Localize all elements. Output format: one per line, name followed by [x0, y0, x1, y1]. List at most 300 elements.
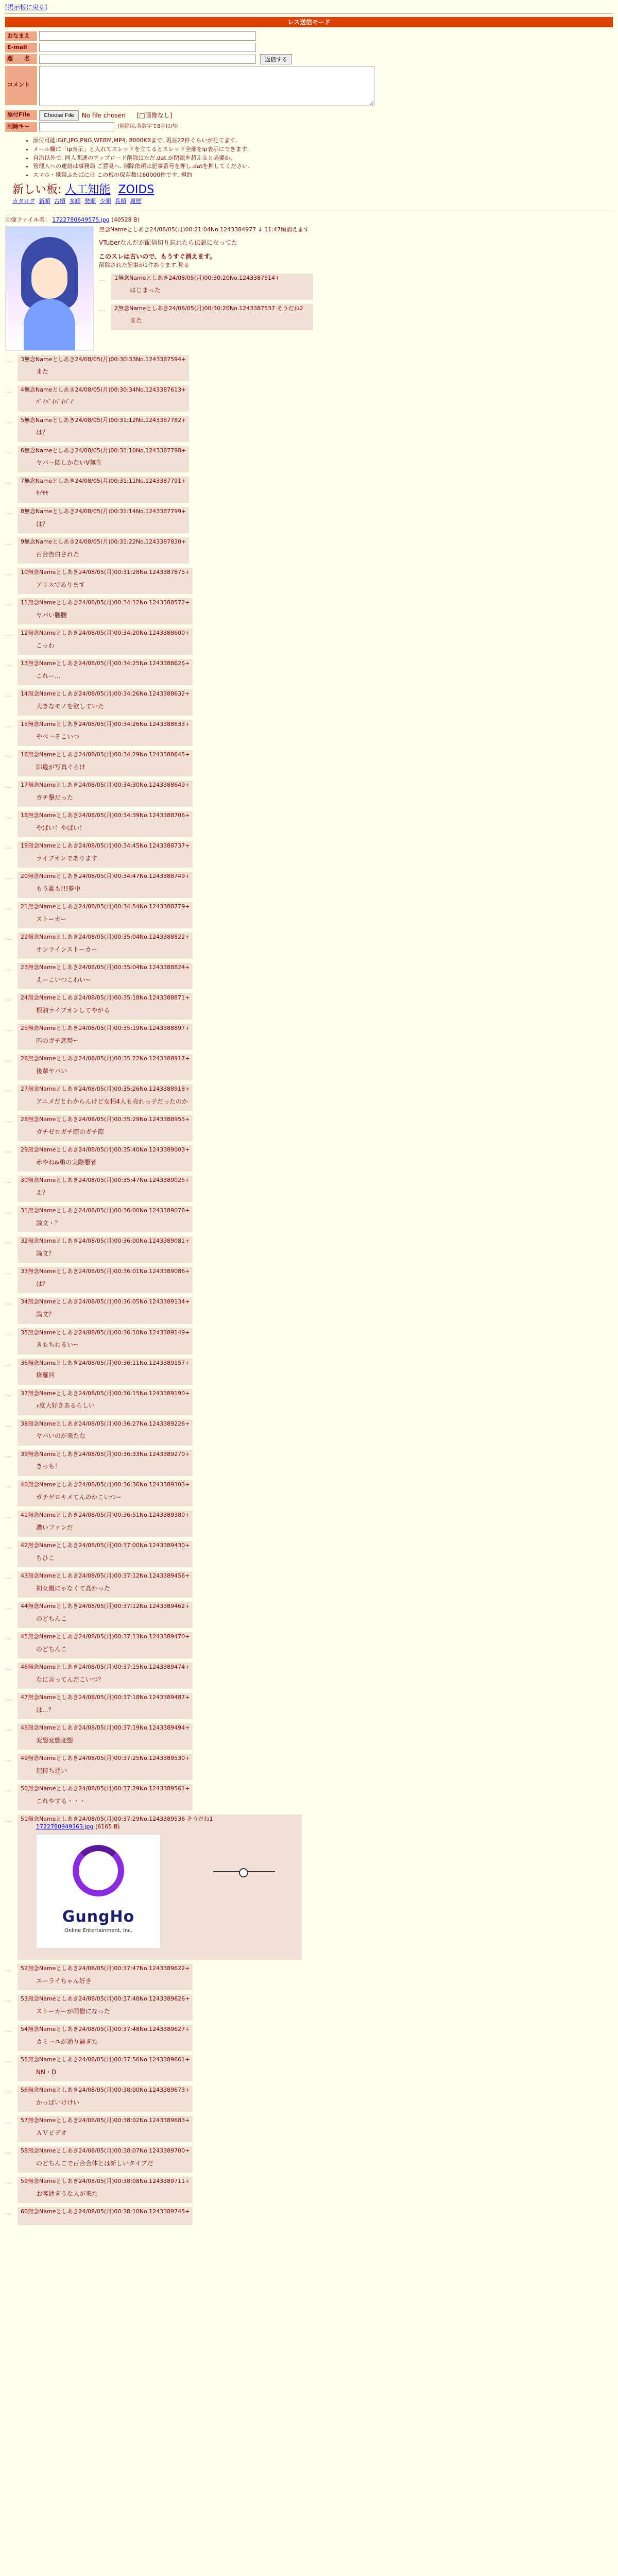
- reply-box: [18, 1419, 193, 1446]
- expire-warning-text: このスレは古いので、もうすぐ消えます。: [99, 252, 216, 260]
- reply: [5, 2086, 613, 2112]
- reply-meta: 37無念Nameとしあき24/08/05(月)00:36:15No.1243389190+: [21, 1389, 190, 1397]
- reply-text: 匹のガチ恋勢~: [36, 1037, 79, 1045]
- reply-arrow-icon: …: [5, 782, 11, 789]
- reply-box: [18, 2116, 193, 2142]
- op-image-link[interactable]: 1722780649575.jpg: [52, 216, 110, 223]
- divider: [5, 13, 613, 14]
- reply: [5, 385, 613, 412]
- op-file-line: [5, 216, 613, 224]
- reply-text: お客通ぎうな人が来た: [36, 2190, 98, 2198]
- reply-arrow-icon: …: [5, 1116, 11, 1124]
- reply-text: ガチ撃だった: [36, 793, 74, 801]
- reply: [5, 537, 613, 564]
- reply-text: きっも！: [36, 1463, 61, 1470]
- reply-text: ヤバい腰腰: [36, 611, 67, 619]
- reply-arrow-icon: …: [5, 1390, 11, 1398]
- reply-meta: 4無念Nameとしあき24/08/05(月)00:30:34No.1243387613+: [21, 386, 186, 393]
- op-thumbnail-image[interactable]: [5, 226, 94, 351]
- reply-meta: 6無念Nameとしあき24/08/05(月)00:31:10No.1243387798+: [21, 447, 186, 454]
- reply-text: ガチゼロキメてんのかこいつ~: [36, 1493, 122, 1501]
- subject-row: [5, 54, 618, 64]
- reply: [99, 304, 313, 330]
- reply: [5, 1054, 613, 1080]
- sort-link-many[interactable]: 多順: [69, 197, 81, 205]
- reply: [5, 2116, 613, 2142]
- note-item: • メール欄に「ip表示」と入れてスレッドを立てるとスレッド全部をip表示にできます.: [33, 146, 618, 154]
- reply-text: 初女親にゃなくて高かった: [36, 1584, 110, 1592]
- reply-arrow-icon: …: [5, 2087, 11, 2095]
- reply-arrow-icon: …: [5, 569, 11, 577]
- reply-box: [18, 1115, 193, 1141]
- reply-meta: 18無念Nameとしあき24/08/05(月)00:34:39No.1243388706+: [21, 811, 190, 819]
- reply-box: [18, 446, 189, 472]
- reply-meta: 33無念Nameとしあき24/08/05(月)00:36:01No.1243389086+: [21, 1268, 190, 1275]
- reply-arrow-icon: …: [5, 1147, 11, 1155]
- reply-text: こっわ: [36, 641, 55, 649]
- reply-text: また: [36, 368, 49, 376]
- reply-box: [18, 1389, 193, 1415]
- reply: [5, 446, 613, 472]
- reply: [5, 2025, 613, 2051]
- reply: [5, 355, 613, 381]
- reply: [5, 1419, 613, 1446]
- reply-box: [18, 537, 189, 564]
- reply-arrow-icon: …: [5, 1420, 11, 1428]
- reply-arrow-icon: …: [5, 630, 11, 637]
- reply-text: アリスであります: [36, 581, 85, 588]
- reply-text: のどちんこで百合合体とは新しいタイプだ: [36, 2160, 153, 2167]
- reply-arrow-icon: …: [5, 2117, 11, 2125]
- reply-meta: 8無念Nameとしあき24/08/05(月)00:31:14No.1243387799+: [21, 507, 186, 515]
- reply-text: 後輩ヤバい: [36, 1067, 67, 1075]
- reply-arrow-icon: …: [5, 1451, 11, 1459]
- reply-arrow-icon: …: [5, 660, 11, 668]
- sort-link-history[interactable]: 履歴: [130, 197, 142, 205]
- reply-meta: 54無念Nameとしあき24/08/05(月)00:37:48No.1243389627+: [21, 2026, 190, 2033]
- reply-arrow-icon: …: [5, 1268, 11, 1276]
- reply-arrow-icon: …: [5, 508, 11, 516]
- comment-textarea[interactable]: [39, 66, 374, 106]
- reply: [5, 1602, 613, 1628]
- board-link-zoids[interactable]: ZOIDS: [118, 183, 154, 197]
- reply: [5, 1964, 613, 1990]
- reply-meta: 41無念Nameとしあき24/08/05(月)00:36:51No.1243389380+: [21, 1511, 190, 1518]
- reply: [5, 781, 613, 807]
- reply: [5, 1328, 613, 1354]
- reply-meta: 57無念Nameとしあき24/08/05(月)00:38:02No.1243389683+: [21, 2117, 190, 2124]
- reply-meta: 40無念Nameとしあき24/08/05(月)00:36:36No.1243389303+: [21, 1481, 190, 1488]
- reply-arrow-icon: …: [5, 904, 11, 911]
- reply-text: のどちんこ: [36, 1645, 67, 1653]
- reply-meta: 10無念Nameとしあき24/08/05(月)00:31:28No.1243387875+: [21, 568, 190, 575]
- reply-box: [18, 477, 189, 503]
- reply-text: 犯持ち悪い: [36, 1767, 67, 1774]
- reply: [5, 1693, 613, 1719]
- reply: [5, 1632, 613, 1658]
- reply-box: [18, 659, 193, 685]
- file-row: [5, 110, 618, 121]
- reply-meta: 48無念Nameとしあき24/08/05(月)00:37:19No.1243389494+: [21, 1724, 190, 1731]
- reply-box: [18, 1236, 193, 1263]
- reply-box: [18, 1480, 193, 1506]
- reply-box: [18, 2055, 193, 2081]
- reply-arrow-icon: …: [5, 1056, 11, 1063]
- reply-meta: 23無念Nameとしあき24/08/05(月)00:35:04No.1243388824+: [21, 964, 190, 971]
- reply: [5, 598, 613, 624]
- reply-box: [18, 872, 193, 898]
- choose-file-button[interactable]: Choose File: [39, 110, 79, 121]
- delkey-note: (削除用.英数字で8字以内): [117, 124, 178, 130]
- reply-text: 論文・？: [36, 1219, 61, 1227]
- reply-meta: 59無念Nameとしあき24/08/05(月)00:38:08No.1243389711+: [21, 2178, 190, 2185]
- reply-box: [18, 2146, 193, 2173]
- reply-arrow-icon: …: [5, 2178, 11, 2186]
- expire-warning: [99, 252, 313, 269]
- reply-text: NN・D: [36, 2068, 57, 2076]
- file-status: No file chosen: [81, 111, 126, 119]
- reply-box: [18, 1450, 193, 1476]
- subject-input[interactable]: [39, 55, 256, 64]
- delkey-row: [5, 122, 618, 132]
- delete-key-input[interactable]: [39, 122, 114, 131]
- reply-text: ガチゼロガチ際のガチ際: [36, 1128, 104, 1136]
- reply-meta: 39無念Nameとしあき24/08/05(月)00:36:33No.1243389270+: [21, 1450, 190, 1458]
- image-reply-file: [36, 1823, 299, 1831]
- reply: [5, 507, 613, 533]
- reply-box: [18, 720, 193, 746]
- reply-arrow-icon: …: [5, 599, 11, 607]
- reply-box: [18, 355, 189, 381]
- reply-text: 赤やね&弟の実際悪者: [36, 1159, 97, 1166]
- reply-meta: 24無念Nameとしあき24/08/05(月)00:35:18No.1243388871+: [21, 994, 190, 1002]
- reply-text: ちひこ: [36, 1554, 55, 1562]
- reply-meta: 20無念Nameとしあき24/08/05(月)00:34:47No.1243388749+: [21, 873, 190, 880]
- reply: [5, 1450, 613, 1476]
- reply-meta: 5無念Nameとしあき24/08/05(月)00:31:12No.1243387782+: [21, 416, 186, 423]
- reply-text: 根油ライブオンしてやがる: [36, 1007, 110, 1014]
- reply-arrow-icon: …: [5, 2026, 11, 2034]
- reply: [5, 872, 613, 898]
- op-post: [5, 226, 613, 351]
- reply: [5, 1541, 613, 1567]
- reply: [5, 1359, 613, 1385]
- reply-text: ﾔｲﾔﾔ: [36, 489, 49, 497]
- reply-text: かっぱいけけい: [36, 2098, 80, 2106]
- gungho-logo-image[interactable]: [36, 1834, 161, 1948]
- reply-meta: 47無念Nameとしあき24/08/05(月)00:37:18No.1243389487+: [21, 1693, 190, 1701]
- reply-arrow-icon: …: [5, 356, 11, 364]
- name-input[interactable]: [39, 31, 256, 41]
- reply-arrow-icon: …: [5, 1542, 11, 1550]
- reply-meta: 3無念Nameとしあき24/08/05(月)00:30:33No.1243387594+: [21, 355, 186, 363]
- reply-arrow-icon: …: [5, 2057, 11, 2064]
- reply: [5, 568, 613, 594]
- reply-meta: 14無念Nameとしあき24/08/05(月)00:34:26No.1243388632+: [21, 690, 190, 697]
- note-item: • スマホ・携帯ふたばに日 この板の保存数は60000件です. 規約: [33, 172, 618, 179]
- reply-box: [111, 274, 313, 300]
- op-text: VTuberなんだが配信切り忘れたら伝説になってた: [99, 239, 238, 247]
- reply-arrow-icon: …: [5, 1572, 11, 1580]
- reply-arrow-icon: …: [5, 843, 11, 850]
- reply: [5, 1754, 613, 1780]
- reply-arrow-icon: …: [5, 538, 11, 546]
- reply-arrow-icon: …: [5, 1299, 11, 1307]
- reply-meta: 1無念Nameとしあき24/08/05(月)00:30:20No.1243387514+: [114, 274, 280, 281]
- reply-text: もう誰も!!!夢中: [36, 885, 81, 892]
- thread: [5, 216, 613, 2225]
- notes-list: [12, 137, 618, 179]
- reply-box: [18, 1784, 193, 1810]
- reply-meta: 52無念Nameとしあき24/08/05(月)00:37:47No.1243389622+: [21, 1965, 190, 1972]
- reply-arrow-icon: …: [5, 1724, 11, 1732]
- reply-arrow-icon: …: [5, 1755, 11, 1762]
- reply: [5, 933, 613, 959]
- sort-link-momentum[interactable]: 勢順: [84, 197, 96, 205]
- reply-text: カミーユが通り過ぎた: [36, 2038, 98, 2045]
- reply-box: [18, 963, 193, 989]
- email-row: [5, 43, 618, 53]
- comment-row: [5, 66, 618, 108]
- reply-box: [18, 416, 189, 442]
- new-board-label: 新しい板:: [12, 183, 62, 197]
- reply-text: はじまった: [130, 286, 161, 294]
- reply: [5, 416, 613, 442]
- reply: [5, 2207, 613, 2225]
- reply: [5, 811, 613, 837]
- reply: [5, 1784, 613, 1810]
- reply: [5, 1480, 613, 1506]
- reply-text: ストーカーが同僚になった: [36, 2007, 110, 2015]
- image-reply-size: (6165 B): [95, 1823, 120, 1830]
- reply: [5, 1663, 613, 1689]
- reply-arrow-icon: …: [5, 1208, 11, 1215]
- reply-arrow-icon: …: [99, 305, 105, 313]
- op-file-size: (40528 B): [111, 216, 140, 223]
- no-image-checkbox[interactable]: [□画像なし]: [136, 111, 173, 119]
- reply-meta: 16無念Nameとしあき24/08/05(月)00:34:29No.1243388645+: [21, 751, 190, 758]
- sort-link-catalog[interactable]: カタログ: [12, 197, 35, 205]
- reply: [5, 689, 613, 716]
- reply-box: [18, 1964, 193, 1990]
- reply: [5, 963, 613, 989]
- reply-arrow-icon: …: [5, 934, 11, 942]
- reply-text: アニメだとわからんけど女相4人も売れっ子だったのか: [36, 1098, 188, 1106]
- reply: [5, 720, 613, 746]
- reply-box: [18, 1632, 193, 1658]
- reply-text: ヤバいのが来たな: [36, 1432, 86, 1440]
- reply-box: [18, 1511, 193, 1537]
- reply-box: [18, 1359, 193, 1385]
- deleted-note: 削除された記事が1件あります.見る: [99, 261, 190, 268]
- reply-text: ﾊﾞｲﾊﾞｲﾊﾞｲﾊﾞｲ: [36, 398, 74, 406]
- reply-text: ヤバー悶しかないV無生: [36, 459, 102, 467]
- reply: [5, 1206, 613, 1232]
- reply-meta: 55無念Nameとしあき24/08/05(月)00:37:56No.1243389661+: [21, 2056, 190, 2063]
- subject-label: 題 名: [5, 54, 37, 64]
- reply: [5, 750, 613, 776]
- reply-text: え？: [36, 1189, 49, 1197]
- reply-meta: 12無念Nameとしあき24/08/05(月)00:34:20No.1243388600+: [21, 629, 190, 636]
- logo-subtext: Online Entertainment, Inc.: [64, 1927, 132, 1934]
- reply-box: [18, 2207, 193, 2225]
- reply-box: [18, 781, 193, 807]
- reply-box: [18, 568, 193, 594]
- op-meta: 無念Nameとしあき24/08/05(月)00:21:04No.1243384977 ↓ 11:47頃消えます: [99, 226, 309, 233]
- reply-arrow-icon: …: [5, 1996, 11, 2004]
- reply-box: [18, 1723, 193, 1750]
- back-to-board-link[interactable]: [掲示板に戻る]: [5, 4, 47, 11]
- reply-box: [18, 1815, 302, 1960]
- reply: [5, 1297, 613, 1324]
- email-label: E-mail: [5, 43, 37, 53]
- note-item: • 管理人への連絡は事務局 ご意見へ. 削除依頼は記事番号を押し.datを押してください.: [33, 163, 618, 171]
- reply-meta: 26無念Nameとしあき24/08/05(月)00:35:22No.1243388917+: [21, 1055, 190, 1062]
- sort-link-new[interactable]: 新順: [39, 197, 50, 205]
- reply: [5, 1084, 613, 1111]
- reply-box: [18, 1541, 193, 1567]
- reply-text: 修羅回: [36, 1371, 55, 1379]
- submit-button[interactable]: 返信する: [260, 54, 292, 64]
- reply-arrow-icon: …: [5, 812, 11, 820]
- delkey-label: 削除キー: [5, 122, 37, 132]
- reply-meta: 32無念Nameとしあき24/08/05(月)00:36:00No.1243389081+: [21, 1238, 190, 1245]
- reply: [5, 1389, 613, 1415]
- reply-text: えーこいつこわい~: [36, 976, 91, 984]
- reply-box: [18, 1176, 193, 1202]
- reply-text: 濃いファンだ: [36, 1523, 73, 1531]
- reply-arrow-icon: …: [5, 417, 11, 425]
- reply-text: エーライちゃん好き: [36, 1977, 92, 1985]
- reply-meta: 9無念Nameとしあき24/08/05(月)00:31:22No.1243387830+: [21, 538, 186, 545]
- reply: [5, 1511, 613, 1537]
- reply-arrow-icon: …: [5, 995, 11, 1003]
- reply: [5, 2177, 613, 2203]
- reply-meta: 29無念Nameとしあき24/08/05(月)00:35:40No.1243389003+: [21, 1146, 190, 1154]
- reply-meta: 34無念Nameとしあき24/08/05(月)00:36:05No.1243389134+: [21, 1298, 190, 1306]
- reply-meta: 60無念Nameとしあき24/08/05(月)00:38:10No.1243389745+: [21, 2208, 190, 2215]
- top-nav: [0, 0, 618, 11]
- reply-box: [18, 1602, 193, 1628]
- reply-box: [18, 811, 193, 837]
- reply-arrow-icon: …: [5, 1633, 11, 1641]
- reply-text: やべーそこいつ: [36, 733, 80, 740]
- reply: [5, 1723, 613, 1750]
- reply-arrow-icon: …: [5, 1329, 11, 1337]
- reply-box: [18, 1024, 193, 1050]
- reply-text: ＡＶビデオ: [36, 2129, 67, 2137]
- reply-box: [18, 1054, 193, 1080]
- reply-arrow-icon: …: [5, 721, 11, 728]
- reply-meta: 28無念Nameとしあき24/08/05(月)00:35:29No.1243388955+: [21, 1116, 190, 1123]
- reply: [5, 1267, 613, 1293]
- reply-arrow-icon: …: [5, 1025, 11, 1033]
- reply-arrow-icon: …: [5, 690, 11, 698]
- reply: [5, 1115, 613, 1141]
- reply: [5, 1176, 613, 1202]
- reply-box: [111, 304, 313, 330]
- reply-arrow-icon: …: [5, 873, 11, 881]
- replies-list: [5, 355, 613, 1811]
- reply-box: [18, 629, 193, 655]
- reply-meta: 35無念Nameとしあき24/08/05(月)00:36:10No.1243389149+: [21, 1329, 190, 1336]
- sort-link-few[interactable]: 少順: [99, 197, 111, 205]
- reply-meta: 53無念Nameとしあき24/08/05(月)00:37:48No.1243389626+: [21, 1995, 190, 2003]
- reply-arrow-icon: …: [5, 1481, 11, 1489]
- reply-arrow-icon: …: [5, 751, 11, 759]
- reply-meta: 58無念Nameとしあき24/08/05(月)00:38:07No.1243389700+: [21, 2147, 190, 2155]
- reply-box: [18, 1994, 193, 2021]
- reply-arrow-icon: …: [99, 275, 105, 282]
- reply-box: [18, 385, 189, 412]
- reply-text: ストーカー: [36, 915, 67, 923]
- file-label: 添付File: [5, 110, 37, 120]
- reply-text: は？: [36, 429, 49, 436]
- reply-meta: 38無念Nameとしあき24/08/05(月)00:36:27No.1243389226+: [21, 1420, 190, 1427]
- reply-text: は？: [36, 520, 49, 528]
- email-input[interactable]: [39, 43, 256, 52]
- reply-meta: 22無念Nameとしあき24/08/05(月)00:35:04No.1243388822+: [21, 934, 190, 941]
- reply-box: [18, 1693, 193, 1719]
- reply-text: オンラインストーカー: [36, 945, 98, 953]
- reply-box: [18, 2025, 193, 2051]
- reply-text: ｫ度大好きあるらしい: [36, 1402, 95, 1410]
- reply-text: 百合告白された: [36, 550, 80, 558]
- reply-arrow-icon: …: [5, 1086, 11, 1094]
- reply-arrow-icon: …: [5, 386, 11, 394]
- sort-link-old[interactable]: 古順: [54, 197, 65, 205]
- reply-meta: 50無念Nameとしあき24/08/05(月)00:37:29No.1243389561+: [21, 1785, 190, 1792]
- reply-box: [18, 841, 193, 868]
- sort-link-long[interactable]: 長順: [115, 197, 126, 205]
- reply-box: [18, 1571, 193, 1598]
- image-reply-link[interactable]: 1722780949363.jpg: [36, 1823, 94, 1830]
- note-item: • 自治以外で. 同人関連のアップロード削除はただ.dat が閉鎖を超えると必要か。: [33, 155, 618, 162]
- reply-meta: 2無念Nameとしあき24/08/05(月)00:30:20No.1243387537 そうだね2: [114, 304, 303, 312]
- reply-meta: 11無念Nameとしあき24/08/05(月)00:34:12No.1243388572+: [21, 599, 190, 606]
- reply-meta: 30無念Nameとしあき24/08/05(月)00:35:47No.1243389025+: [21, 1177, 190, 1184]
- reply-meta: 31無念Nameとしあき24/08/05(月)00:36:00No.1243389078+: [21, 1207, 190, 1214]
- reply-text: 大きなモノを欲していた: [36, 702, 104, 710]
- reply-arrow-icon: …: [5, 1603, 11, 1611]
- board-link-ai[interactable]: 人工知能: [65, 183, 111, 197]
- reply: [5, 1236, 613, 1263]
- reply-text: 論文？: [36, 1311, 55, 1318]
- reply-meta: 15無念Nameとしあき24/08/05(月)00:34:26No.1243388633+: [21, 720, 190, 727]
- reply: [5, 1571, 613, 1598]
- reply-box: [18, 1663, 193, 1689]
- reply-box: [18, 2177, 193, 2203]
- reply-box: [18, 1084, 193, 1111]
- reply-arrow-icon: …: [5, 1360, 11, 1367]
- logo-wordmark: GungHo: [62, 1907, 135, 1926]
- reply-meta: 42無念Nameとしあき24/08/05(月)00:37:00No.1243389430+: [21, 1541, 190, 1549]
- reply: [5, 477, 613, 503]
- reply-arrow-icon: …: [5, 2209, 11, 2216]
- reply-text: 郎違が写真ぐらけ: [36, 763, 86, 771]
- image-reply: [5, 1815, 613, 1960]
- reply: [5, 1145, 613, 1172]
- reply-meta: 7無念Nameとしあき24/08/05(月)00:31:11No.1243387791+: [21, 477, 186, 484]
- reply-box: [18, 1206, 193, 1232]
- sort-links: [12, 198, 618, 206]
- reply-meta: 36無念Nameとしあき24/08/05(月)00:36:11No.1243389157+: [21, 1359, 190, 1366]
- reply-arrow-icon: …: [5, 1664, 11, 1671]
- name-row: [5, 31, 618, 41]
- reply: [99, 274, 313, 300]
- reply-arrow-icon: …: [5, 478, 11, 485]
- reply-box: [18, 507, 189, 533]
